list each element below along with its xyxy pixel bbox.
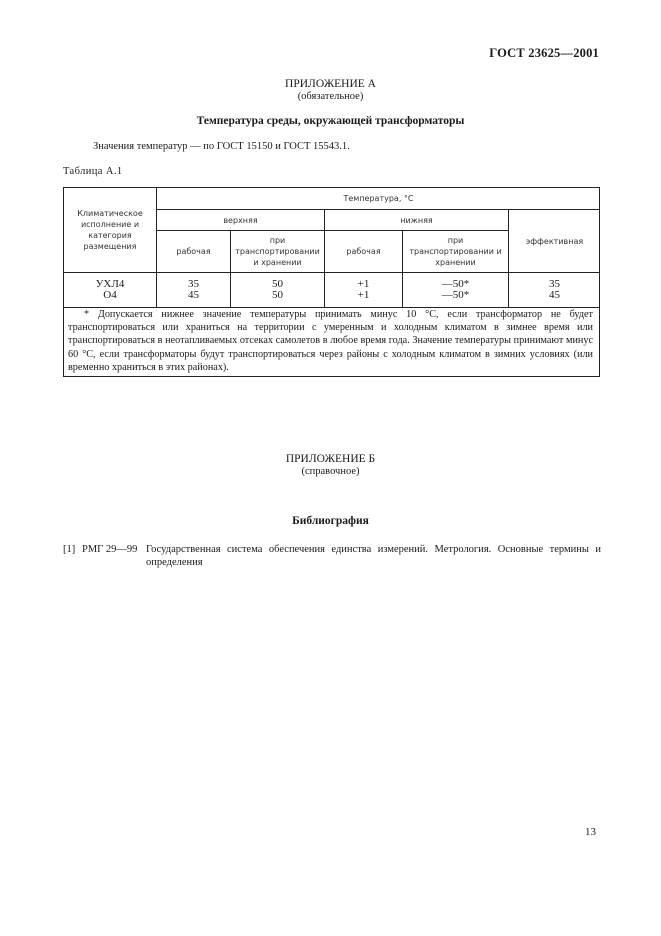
cell-lower-transport: —50* [441,289,470,301]
cell-effective: 45 [549,289,560,301]
col-header-climate: Климатическое исполнение и категория размещения [77,209,143,251]
table-footnote: * Допускается нижнее значение температуры принимать минус 10 °С, если трансформатор не будет транспортироваться или храниться на территории с умеренным и холодным климатом в зимнее время или транспортироваться в неотапливаемых отсеках самолетов в любое время года. Значение температуры принимают минус 60 °С, если трансформаторы будут транспортироваться через районы с холодным климатом в зимних условиях (или временно храниться в этих районах). [68,309,593,373]
cell-lower-transport: —50* [441,278,470,290]
col-header-temperature: Температура, °С [343,194,414,203]
cell-effective: 35 [549,278,560,290]
cell-upper-working: 35 [188,278,199,290]
cell-lower-working: +1 [357,289,370,301]
document-code: ГОСТ 23625—2001 [489,46,599,60]
bibliography-entry-number: [1] [63,544,76,555]
col-header-lower-working: рабочая [346,247,381,256]
col-header-upper: верхняя [223,215,258,225]
bibliography-heading: Библиография [292,515,369,527]
appendix-a-heading: Температура среды, окружающей трансформаторы [196,115,465,127]
appendix-a-title: ПРИЛОЖЕНИЕ А [285,78,376,90]
appendix-b-title: ПРИЛОЖЕНИЕ Б [285,453,376,465]
appendix-b-status: (справочное) [301,466,360,477]
cell-lower-working: +1 [357,278,370,290]
cell-climate: УХЛ4 [95,278,125,290]
bibliography-entry-text: Государственная система обеспечения единства измерений. Метрология. Основные термины и определения [146,544,601,568]
col-header-upper-transport: при транспортировании и хранении [235,236,320,267]
col-header-lower-transport: при транспортировании и хранении [409,236,502,267]
temperature-table [63,187,600,377]
appendix-a-status: (обязательное) [297,91,364,102]
page-number: 13 [585,826,596,838]
cell-climate: О4 [103,289,117,301]
cell-upper-working: 45 [188,289,199,301]
col-header-effective: эффективная [525,236,584,246]
cell-upper-transport: 50 [272,289,283,301]
intro-text: Значения температур — по ГОСТ 15150 и ГОСТ 15543.1. [93,141,350,152]
col-header-upper-working: рабочая [176,247,211,256]
table-caption: Таблица А.1 [63,166,123,177]
cell-upper-transport: 50 [272,278,283,290]
bibliography-entry-code: РМГ 29—99 [82,544,138,555]
col-header-lower: нижняя [400,215,433,225]
